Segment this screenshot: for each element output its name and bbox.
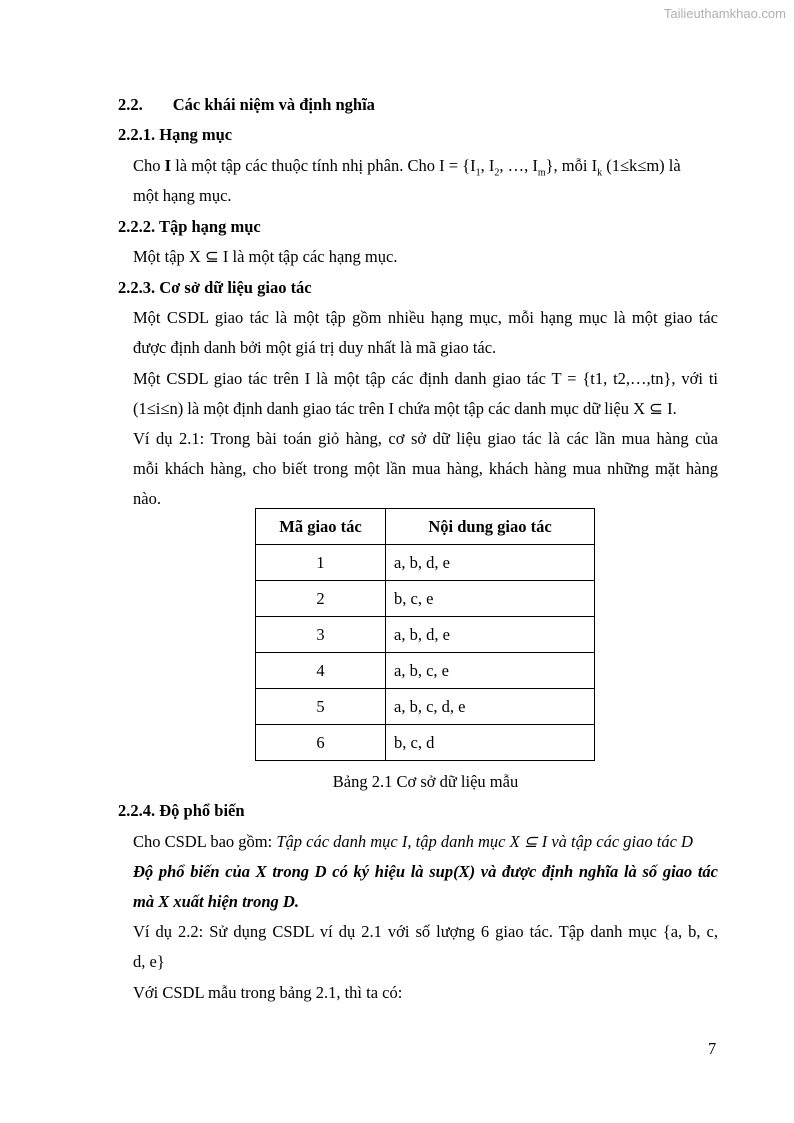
paragraph-line: Một CSDL giao tác trên I là một tập các định danh giao tác T = {t1, t2,…,tn}, với ti [133, 369, 718, 388]
table-row [256, 689, 595, 725]
paragraph-line: mỗi khách hàng, cho biết trong một lần mua hàng, khách hàng mua những mặt hàng [133, 459, 718, 478]
cell-items: b, c, d [386, 725, 595, 761]
paragraph-line: (1≤i≤n) là một định danh giao tác trên I chứa một tập các danh mục dữ liệu X ⊆ I. [133, 399, 677, 418]
cell-id: 3 [256, 617, 386, 653]
column-header: Nội dung giao tác [386, 509, 595, 545]
paragraph-line: Với CSDL mẫu trong bảng 2.1, thì ta có: [133, 983, 403, 1002]
paragraph-line: được định danh bởi một giá trị duy nhất là mã giao tác. [133, 338, 497, 357]
table-row [256, 617, 595, 653]
paragraph-line: Ví dụ 2.2: Sử dụng CSDL ví dụ 2.1 với số lượng 6 giao tác. Tập danh mục {a, b, c, [133, 922, 718, 941]
heading-2-2-1: 2.2.1. Hạng mục [118, 125, 233, 144]
section-number: 2.2. [118, 95, 143, 114]
cell-id: 4 [256, 653, 386, 689]
table-row [256, 653, 595, 689]
section-heading-2-2 [118, 95, 375, 115]
cell-items: a, b, c, e [386, 653, 595, 689]
cell-items: a, b, d, e [386, 545, 595, 581]
paragraph-line: nào. [133, 489, 161, 508]
transaction-table [255, 508, 595, 761]
paragraph-line: d, e} [133, 952, 165, 971]
watermark: Tailieuthamkhao.com [663, 6, 786, 21]
cell-items: a, b, c, d, e [386, 689, 595, 725]
definition-line: mà X xuất hiện trong D. [133, 892, 299, 911]
cell-id: 5 [256, 689, 386, 725]
heading-2-2-2: 2.2.2. Tập hạng mục [118, 217, 261, 236]
cell-id: 1 [256, 545, 386, 581]
cell-items: b, c, e [386, 581, 595, 617]
cell-id: 2 [256, 581, 386, 617]
heading-2-2-4: 2.2.4. Độ phổ biến [118, 801, 245, 820]
table-header-row [256, 509, 595, 545]
paragraph-line: một hạng mục. [133, 186, 232, 205]
heading-2-2-3: 2.2.3. Cơ sở dữ liệu giao tác [118, 278, 312, 297]
cell-items: a, b, d, e [386, 617, 595, 653]
cell-id: 6 [256, 725, 386, 761]
paragraph-line: Một tập X ⊆ I là một tập các hạng mục. [133, 247, 398, 266]
definition-line: Độ phổ biến của X trong D có ký hiệu là sup(X) và được định nghĩa là số giao tác [133, 862, 718, 881]
column-header: Mã giao tác [256, 509, 386, 545]
table-caption: Bảng 2.1 Cơ sở dữ liệu mẫu [332, 772, 519, 791]
paragraph-line: Ví dụ 2.1: Trong bài toán giỏ hàng, cơ sở dữ liệu giao tác là các lần mua hàng của [133, 429, 718, 448]
paragraph-line: Cho CSDL bao gồm: Tập các danh mục I, tập danh mục X ⊆ I và tập các giao tác D [133, 832, 693, 851]
table-row [256, 545, 595, 581]
page-number: 7 [708, 1039, 717, 1058]
paragraph-line: Cho I là một tập các thuộc tính nhị phân. Cho $I = \{I_1$, $I_2$, …, $I_m$}, mỗi $I_k$ (1≤k≤m) là [133, 156, 681, 179]
paragraph-line: Một CSDL giao tác là một tập gồm nhiều hạng mục, mỗi hạng mục là một giao tác [133, 308, 718, 327]
table-row [256, 581, 595, 617]
section-title: Các khái niệm và định nghĩa [172, 95, 375, 114]
table-row [256, 725, 595, 761]
